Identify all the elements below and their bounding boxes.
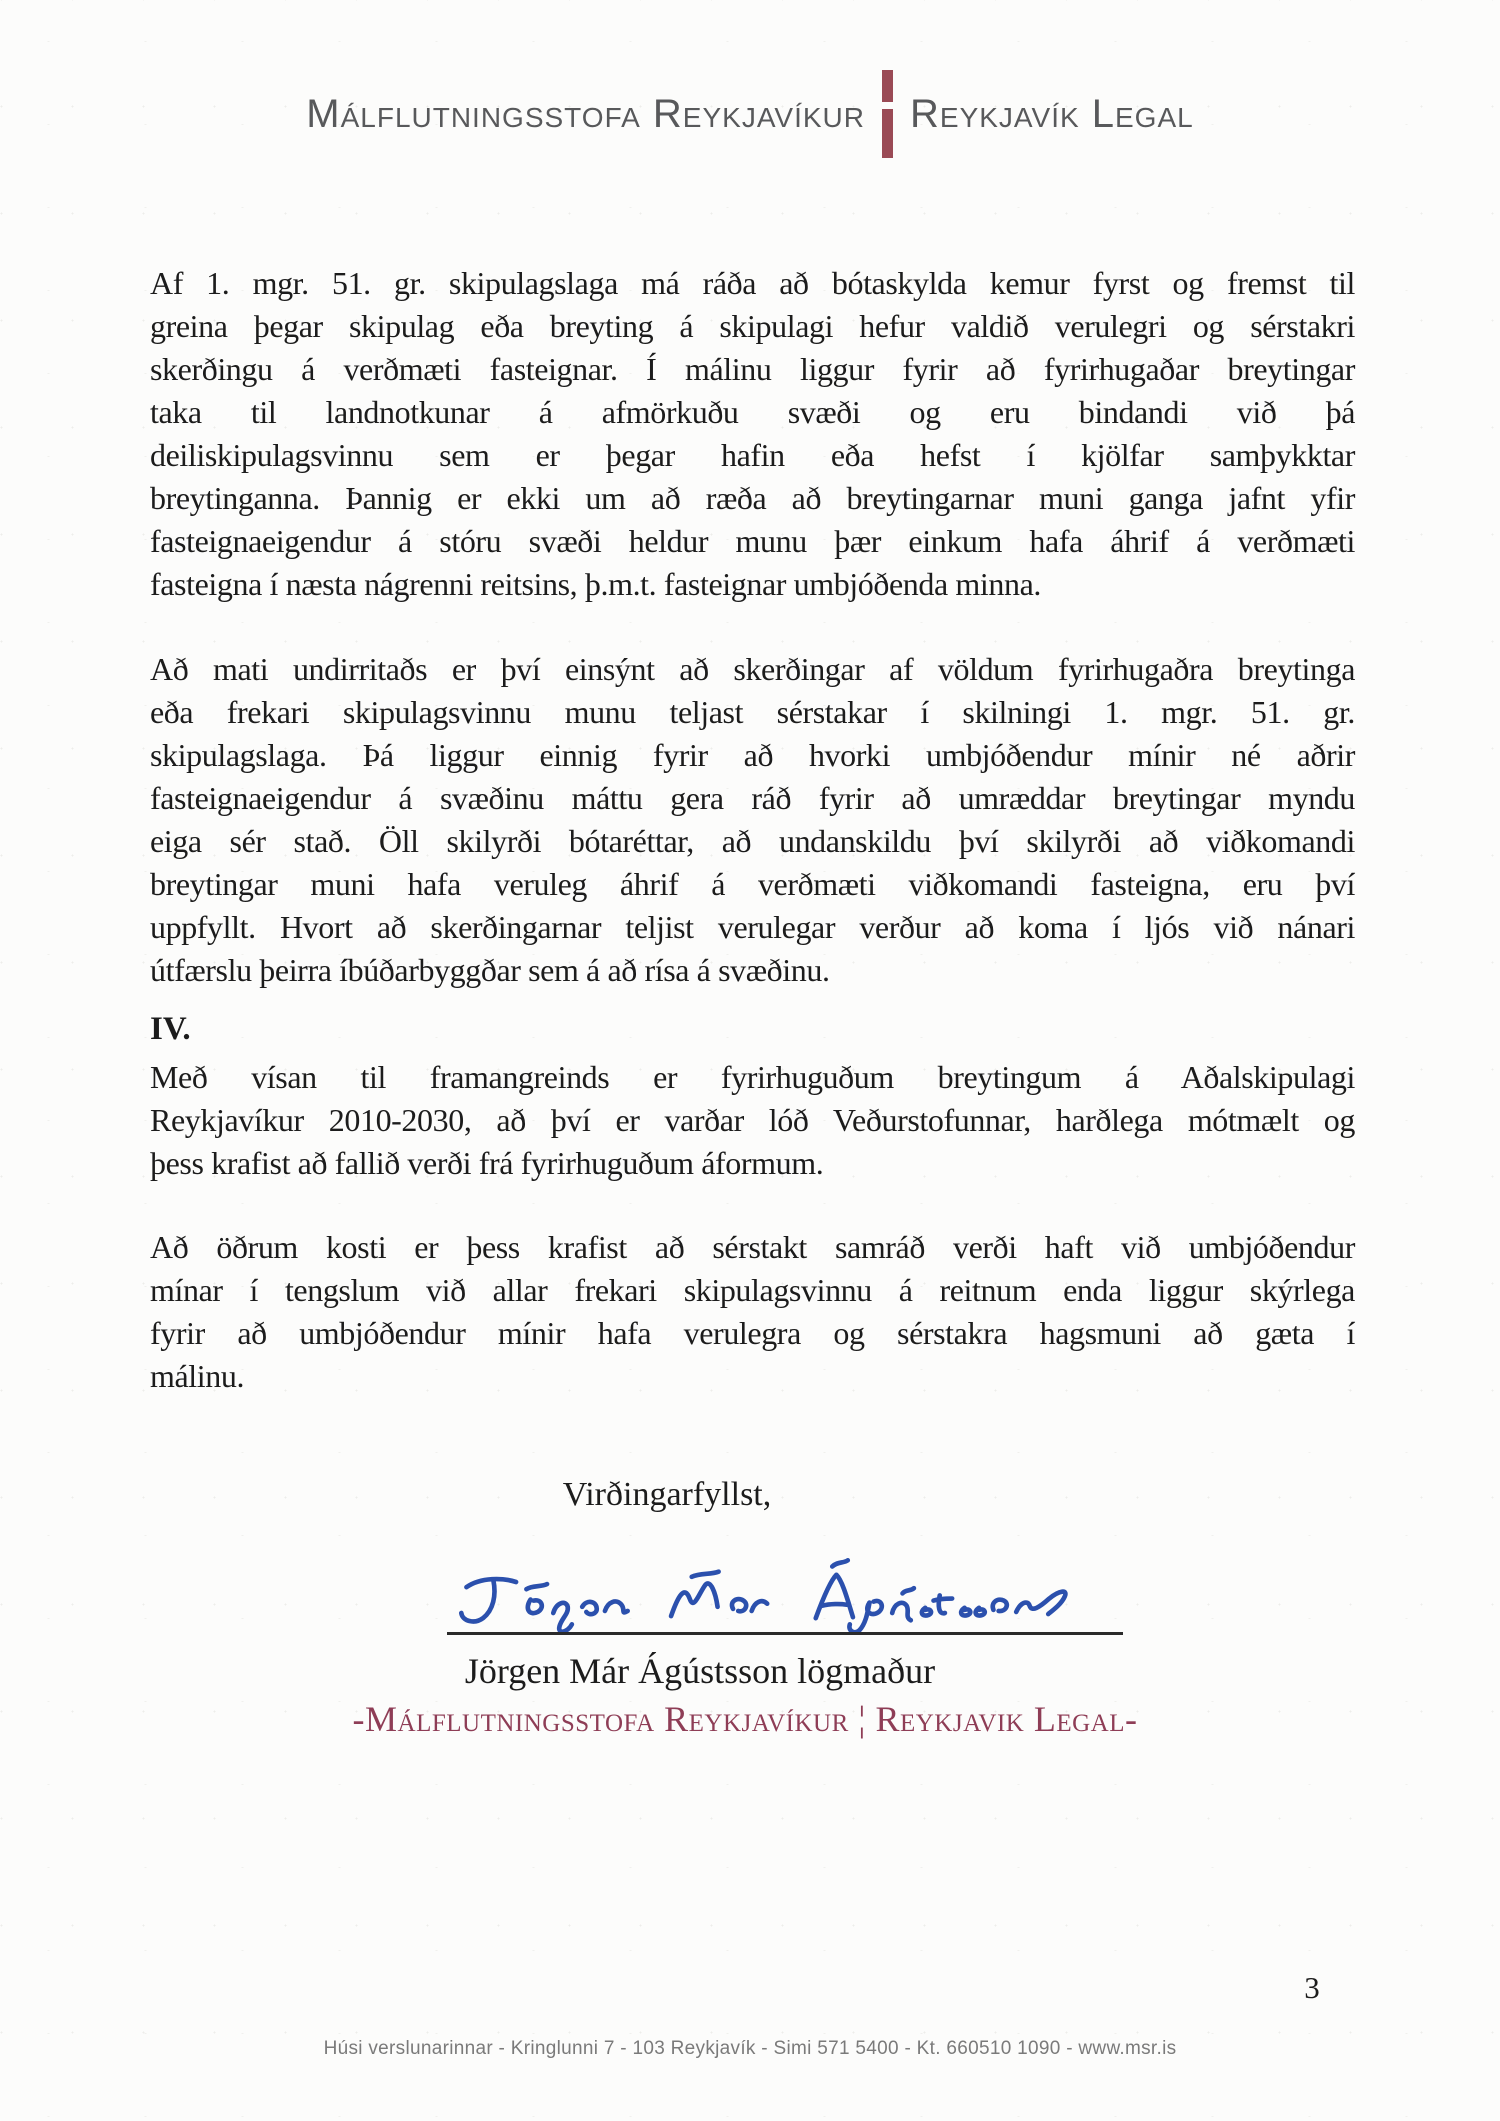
signature-stroke	[1016, 1592, 1065, 1614]
text-line: Að mati undirritaðs er því einsýnt að skerðingar af völdum fyrirhugaðra breytinga	[150, 651, 1355, 687]
signature-stroke	[732, 1599, 746, 1611]
text-line: deiliskipulagsvinnu sem er þegar hafin eða hefst í kjölfar samþykktar	[150, 437, 1355, 473]
letterhead-logo	[0, 70, 1500, 158]
signature-stroke	[816, 1575, 853, 1618]
signature-stroke	[961, 1608, 970, 1616]
text-line: breytinganna. Þannig er ekki um að ræða að breytingarnar muni ganga jafnt yfir	[150, 480, 1355, 516]
text-line: fasteignaeigendur á svæðinu máttu gera ráð fyrir að umræddar breytingar myndu	[150, 780, 1355, 816]
paragraph-3	[150, 1056, 1355, 1185]
signature-stroke	[976, 1608, 985, 1616]
signature-stroke	[892, 1603, 911, 1620]
paragraph-2	[150, 648, 1355, 992]
signer-name-title: Jörgen Már Ágústsson lögmaður	[464, 1651, 936, 1691]
text-line: Að öðrum kosti er þess krafist að sérstakt samráð verði haft við umbjóðendur	[150, 1229, 1355, 1265]
signature-stroke	[528, 1600, 542, 1614]
text-line: uppfyllt. Hvort að skerðingarnar teljist verulegar verður að koma í ljós við nánari	[150, 909, 1355, 945]
brand-divider-bar-icon	[882, 70, 893, 158]
firm-signature-line: -Málflutningsstofa Reykjavíkur ¦ Reykjavik Legal-	[352, 1699, 1138, 1739]
text-line: taka til landnotkunar á afmörkuðu svæði og eru bindandi við þá	[150, 394, 1355, 430]
signature-stroke	[752, 1601, 768, 1611]
signature-stroke	[582, 1602, 597, 1614]
signature-stroke	[993, 1600, 1007, 1611]
text-line: eiga sér stað. Öll skilyrði bótaréttar, að undanskildu því skilyrði að viðkomandi	[150, 823, 1355, 859]
paragraph-1	[150, 262, 1355, 606]
text-line: fasteignaeigendur á stóru svæði heldur munu þær einkum hafa áhrif á verðmæti	[150, 523, 1355, 559]
signature-stroke	[605, 1602, 628, 1613]
brand-divider-bar-bottom	[882, 109, 893, 158]
text-line: málinu.	[150, 1358, 245, 1394]
text-line: þess krafist að fallið verði frá fyrirhuguðum áformum.	[150, 1145, 824, 1181]
footer-contact-line: Húsi verslunarinnar - Kringlunni 7 - 103 Reykjavík - Simi 571 5400 - Kt. 660510 1090 - www.msr.is	[323, 2038, 1177, 2059]
signature-stroke	[553, 1603, 572, 1632]
text-line: Reykjavíkur 2010-2030, að því er varðar lóð Veðurstofunnar, harðlega mótmælt og	[150, 1102, 1355, 1138]
signature-stroke	[832, 1560, 848, 1566]
handwritten-signature	[452, 1556, 1072, 1639]
letterhead-firm-name-right: Reykjavík Legal	[910, 91, 1194, 136]
section-heading-iv: IV.	[150, 1011, 191, 1047]
text-line: útfærslu þeirra íbúðarbyggðar sem á að rísa á svæðinu.	[150, 952, 830, 988]
text-line: skipulagslaga. Þá liggur einnig fyrir að hvorki umbjóðendur mínir né aðrir	[150, 737, 1355, 773]
text-line: fasteigna í næsta nágrenni reitsins, þ.m.t. fasteignar umbjóðenda minna.	[150, 566, 1041, 602]
text-line: Af 1. mgr. 51. gr. skipulagslaga má ráða að bótaskylda kemur fyrst og fremst til	[150, 265, 1355, 301]
text-line: breytingar muni hafa veruleg áhrif á verðmæti viðkomandi fasteigna, eru því	[150, 866, 1355, 902]
text-line: greina þegar skipulag eða breyting á skipulagi hefur valdið verulegri og sérstakri	[150, 308, 1355, 344]
signature-stroke	[903, 1588, 914, 1593]
text-line: skerðingu á verðmæti fasteignar. Í málinu liggur fyrir að fyrirhugaðar breytingar	[150, 351, 1355, 387]
signature-stroke	[526, 1584, 547, 1589]
paragraph-4	[150, 1226, 1355, 1398]
letterhead-firm-name-left: Málflutningsstofa Reykjavíkur	[306, 91, 865, 136]
text-line: Með vísan til framangreinds er fyrirhuguðum breytingum á Aðalskipulagi	[150, 1059, 1355, 1095]
signature-stroke	[671, 1584, 718, 1617]
text-line: eða frekari skipulagsvinnu munu teljast sérstakar í skilningi 1. mgr. 51. gr.	[150, 694, 1355, 730]
text-line: fyrir að umbjóðendur mínir hafa verulegra og sérstakra hagsmuni að gæta í	[150, 1315, 1355, 1351]
signature-stroke	[934, 1599, 953, 1601]
page-number: 3	[1304, 1970, 1320, 2005]
signature-rule-line	[447, 1632, 1123, 1635]
signature-stroke	[692, 1572, 719, 1577]
text-line: mínar í tengslum við allar frekari skipulagsvinnu á reitnum enda liggur skýrlega	[150, 1272, 1355, 1308]
signature-stroke	[922, 1608, 931, 1616]
signature-stroke	[822, 1604, 847, 1606]
brand-divider-bar-top	[882, 70, 893, 102]
valediction: Virðingarfyllst,	[562, 1476, 772, 1513]
